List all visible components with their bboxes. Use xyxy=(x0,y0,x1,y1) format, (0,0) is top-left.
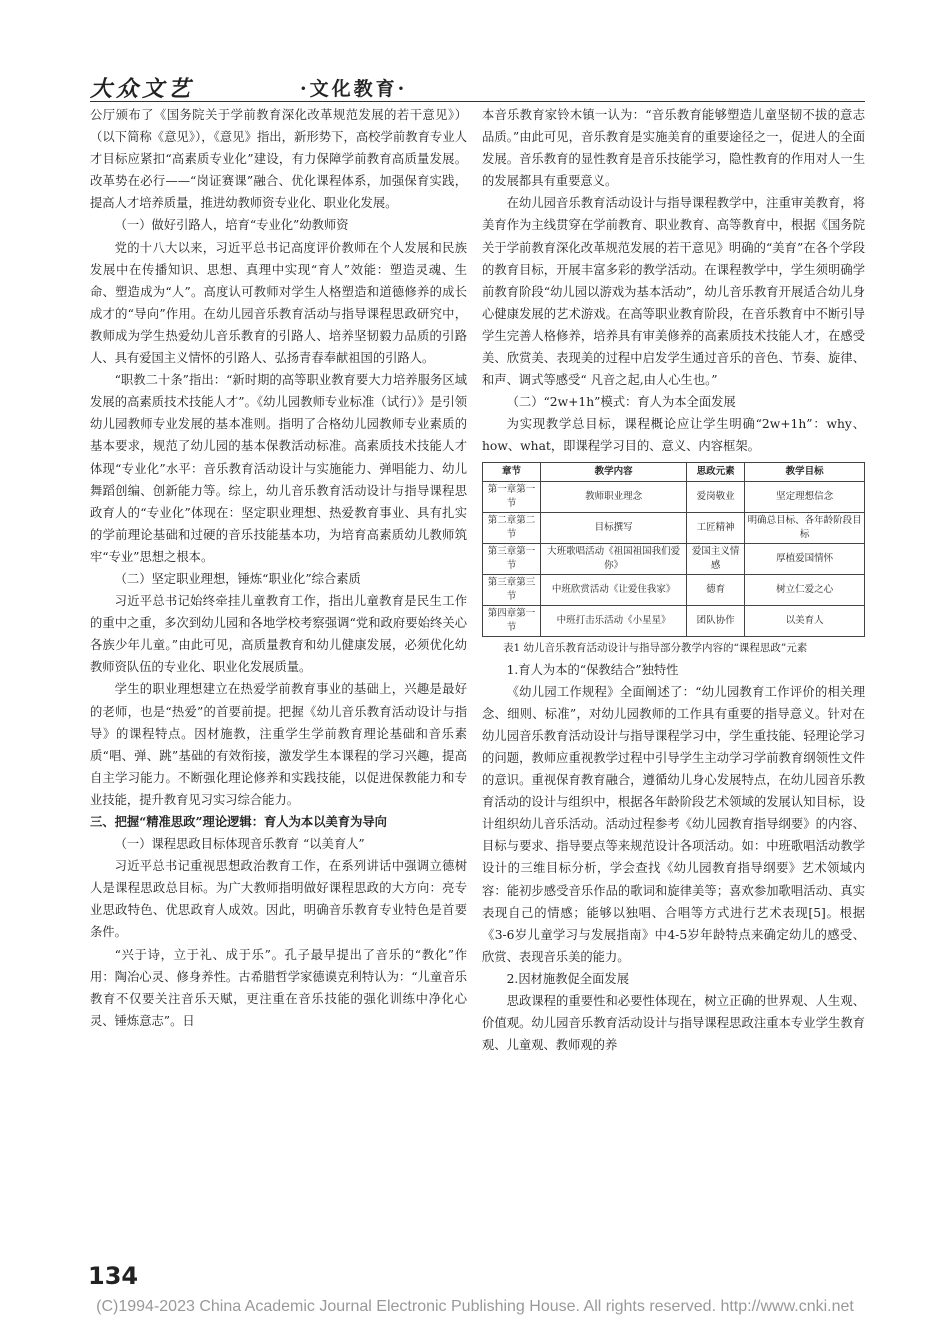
paragraph: 为实现教学总目标，课程概论应让学生明确“2w+1h”：why、how、what，即课程学习目的、意义、内容框架。 xyxy=(482,417,865,454)
table-cell: 爱岗敬业 xyxy=(687,481,745,512)
table-row xyxy=(483,481,865,512)
table-cell: 目标撰写 xyxy=(541,512,687,543)
left-column xyxy=(90,104,467,1032)
paragraph: 习近平总书记始终牵挂儿童教育工作，指出儿童教育是民生工作的重中之重，多次到幼儿园和各地学校考察强调“党和政府要始终关心各族少年儿童。”由此可见，高质量教育和幼儿健康发展，必须优化幼教师资队伍的专业化、职业化发展质量。 xyxy=(90,594,467,675)
paragraph: “职教二十条”指出：“新时期的高等职业教育要大力培养服务区域发展的高素质技术技能人才”。《幼儿园教师专业标准（试行）》是引领幼儿园教师专业发展的基本准则。指明了合格幼儿园教师专业素质的基本要求，规范了幼儿园的基本保教活动标准。高素质技术技能人才体现“专业化”水平：音乐教育活动设计与实施能力、弹唱能力、幼儿舞蹈创编、创新能力等。综上，幼儿音乐教育活动设计与指导课程思政育人的“专业化”体现在：坚定职业理想、热爱教育事业、具有扎实的学前理论基础和过硬的音乐技能基本功，为培育高素质幼儿教师筑牢“专业”思想之根本。 xyxy=(90,373,467,564)
table-row xyxy=(483,512,865,543)
table-body xyxy=(483,481,865,636)
paragraph: “兴于诗，立于礼、成于乐”。孔子最早提出了音乐的“教化”作用：陶冶心灵、修身养性。古希腊哲学家德谟克利特认为：“儿童音乐教育不仅要关注音乐天赋，更注重在音乐技能的强化训练中净化心灵、锤炼意志”。日 xyxy=(90,947,467,1028)
header-rule xyxy=(90,101,865,102)
table-cell: 中班欣赏活动《让爱住我家》 xyxy=(541,574,687,605)
footer-copyright: (C)1994-2023 China Academic Journal Electronic Publishing House. All rights reserved. http://www.cnki.net xyxy=(96,1298,854,1315)
table-cell: 第一章第一节 xyxy=(483,481,541,512)
table-header-row xyxy=(483,462,865,481)
page-number: 134 xyxy=(88,1262,139,1290)
table-row xyxy=(483,543,865,574)
table-cell: 中班打击乐活动《小星星》 xyxy=(541,605,687,636)
table-cell: 明确总目标、各年龄阶段目标 xyxy=(745,512,865,543)
paragraph: 学生的职业理想建立在热爱学前教育事业的基础上，兴趣是最好的老师，也是“热爱”的首要前提。把握《幼儿音乐教育活动设计与指导》的课程特点。因材施教，注重学生学前教育理论基础和音乐素质“唱、弹、跳”基础的有效衔接，激发学生本课程的学习兴趣，提高自主学习能力。不断强化理论修养和实践技能，以促进保教能力和专业技能，提升教育见习实习综合能力。 xyxy=(90,682,467,807)
magazine-title: 大众文艺 xyxy=(90,76,195,102)
subsection-heading: 1.育人为本的“保教结合”独特性 xyxy=(506,662,679,677)
table-cell: 坚定理想信念 xyxy=(745,481,865,512)
content-table xyxy=(482,462,865,637)
table-cell: 大班歌唱活动《祖国祖国我们爱你》 xyxy=(541,543,687,574)
table-cell: 工匠精神 xyxy=(687,512,745,543)
table-cell: 树立仁爱之心 xyxy=(745,574,865,605)
right-column xyxy=(482,104,865,1056)
table-caption: 表1 幼儿音乐教育活动设计与指导部分教学内容的“课程思政”元素 xyxy=(503,641,808,654)
table-cell: 第二章第二节 xyxy=(483,512,541,543)
page-header xyxy=(90,70,870,104)
subsection-heading: （二）“2w+1h”模式：育人为本全面发展 xyxy=(506,395,736,410)
table-row xyxy=(483,605,865,636)
table-cell: 第三章第一节 xyxy=(483,543,541,574)
table-row xyxy=(483,574,865,605)
subsection-heading: （二）坚定职业理想，锤炼“职业化”综合素质 xyxy=(114,571,361,586)
table-header-cell: 思政元素 xyxy=(687,462,745,481)
right-bottom-text xyxy=(482,659,865,1057)
table-cell: 以美育人 xyxy=(745,605,865,636)
table-header-cell: 教学目标 xyxy=(745,462,865,481)
table-cell: 德育 xyxy=(687,574,745,605)
subsection-heading: 2.因材施教促全面发展 xyxy=(506,971,629,986)
paragraph: 在幼儿园音乐教育活动设计与指导课程教学中，注重审美教育，将美育作为主线贯穿在学前教育、职业教育、高等教育中，根据《国务院关于学前教育深化改革规范发展的若干意见》明确的“美育”在各个学段的教育目标，开展丰富多彩的教学活动。在课程教学中，学生须明确学前教育阶段“幼儿园以游戏为基本活动”，幼儿音乐教育开展适合幼儿身心健康发展的艺术游戏。在高等职业教育阶段，在音乐教育中不断引导学生完善人格修养，培养具有审美修养的高素质技术技能人才，在感受美、欣赏美、表现美的过程中启发学生通过音乐的音色、节奏、旋律、和声、调式等感受“ 凡音之起,由人心生也。” xyxy=(482,196,865,388)
section-heading: 三、把握“精准思政”理论逻辑：育人为本以美育为导向 xyxy=(90,814,387,829)
section-title: ·文化教育· xyxy=(300,78,408,100)
paragraph: 公厅颁布了《国务院关于学前教育深化改革规范发展的若干意见》）（以下简称《意见》），《意见》指出，新形势下，高校学前教育专业人才目标应紧扣“高素质专业化”建设，有力保障学前教育高质量发展。改革势在必行——“岗证赛课”融合、优化课程体系，加强保育实践，提高人才培养质量，推进幼教师资专业化、职业化发展。 xyxy=(90,108,467,211)
paragraph: 党的十八大以来，习近平总书记高度评价教师在个人发展和民族发展中在传播知识、思想、真理中实现“育人”效能：塑造灵魂、生命、塑造成为“人”。高度认可教师对学生人格塑造和道德修养的成长成才的“导向”作用。在幼儿园音乐教育活动与指导课程思政研究中，教师成为学生热爱幼儿音乐教育的引路人、培养坚韧毅力品质的引路人、具有爱国主义情怀的引路人、弘扬青春奉献祖国的引路人。 xyxy=(90,240,467,366)
subsection-heading: （一）课程思政目标体现音乐教育 “以美育人” xyxy=(114,837,365,852)
table-cell: 教师职业理念 xyxy=(541,481,687,512)
table-cell: 团队协作 xyxy=(687,605,745,636)
table-cell: 第四章第一节 xyxy=(483,605,541,636)
table-cell: 第三章第三节 xyxy=(483,574,541,605)
table-header-cell: 教学内容 xyxy=(541,462,687,481)
table-cell: 厚植爱国情怀 xyxy=(745,543,865,574)
paragraph: 本音乐教育家铃木镇一认为：“音乐教育能够塑造儿童坚韧不拔的意志品质。”由此可见，音乐教育是实施美育的重要途径之一，促进人的全面发展。音乐教育的显性教育是音乐技能学习，隐性教育的作用对人一生的发展都具有重要意义。 xyxy=(482,108,865,189)
subsection-heading: （一）做好引路人，培育“专业化”幼教师资 xyxy=(114,218,349,233)
right-top-text xyxy=(482,104,865,458)
paragraph: 思政课程的重要性和必要性体现在，树立正确的世界观、人生观、价值观。幼儿园音乐教育活动设计与指导课程思政注重本专业学生教育观、儿童观、教师观的养 xyxy=(482,994,865,1053)
paragraph: 《幼儿园工作规程》全面阐述了：“幼儿园教育工作评价的相关理念、细则、标准”，对幼儿园教师的工作具有重要的指导意义。针对在幼儿园音乐教育活动设计与指导课程学习中，学生重技能、轻理论学习的问题，教师应重视教学过程中引导学生主动学习学前教育纲领性文件的意识。重视保育教育融合，遵循幼儿身心发展特点，在幼儿园音乐教育活动的设计与组织中，根据各年龄阶段艺术领域的发展认知目标，设计组织幼儿音乐活动。活动过程参考《幼儿园教育指导纲要》的内容、目标与要求、指导要点等来规范设计各项活动。如：中班歌唱活动教学设计的三维目标分析，学会查找《幼儿园教育指导纲要》艺术领域内容：能初步感受音乐作品的歌词和旋律美等；喜欢参加歌唱活动、真实表现自己的情感；能够以独唱、合唱等方式进行艺术表现[5]。根据《3-6岁儿童学习与发展指南》中4-5岁年龄特点来确定幼儿的感受、欣赏、表现音乐美的能力。 xyxy=(482,684,865,964)
paragraph: 习近平总书记重视思想政治教育工作，在系列讲话中强调立德树人是课程思政总目标。为广大教师指明做好课程思政的大方向：亮专业思政特色、优思政育人成效。因此，明确音乐教育专业特色是首要条件。 xyxy=(90,859,467,940)
table-cell: 爱国主义情感 xyxy=(687,543,745,574)
table-header-cell: 章节 xyxy=(483,462,541,481)
